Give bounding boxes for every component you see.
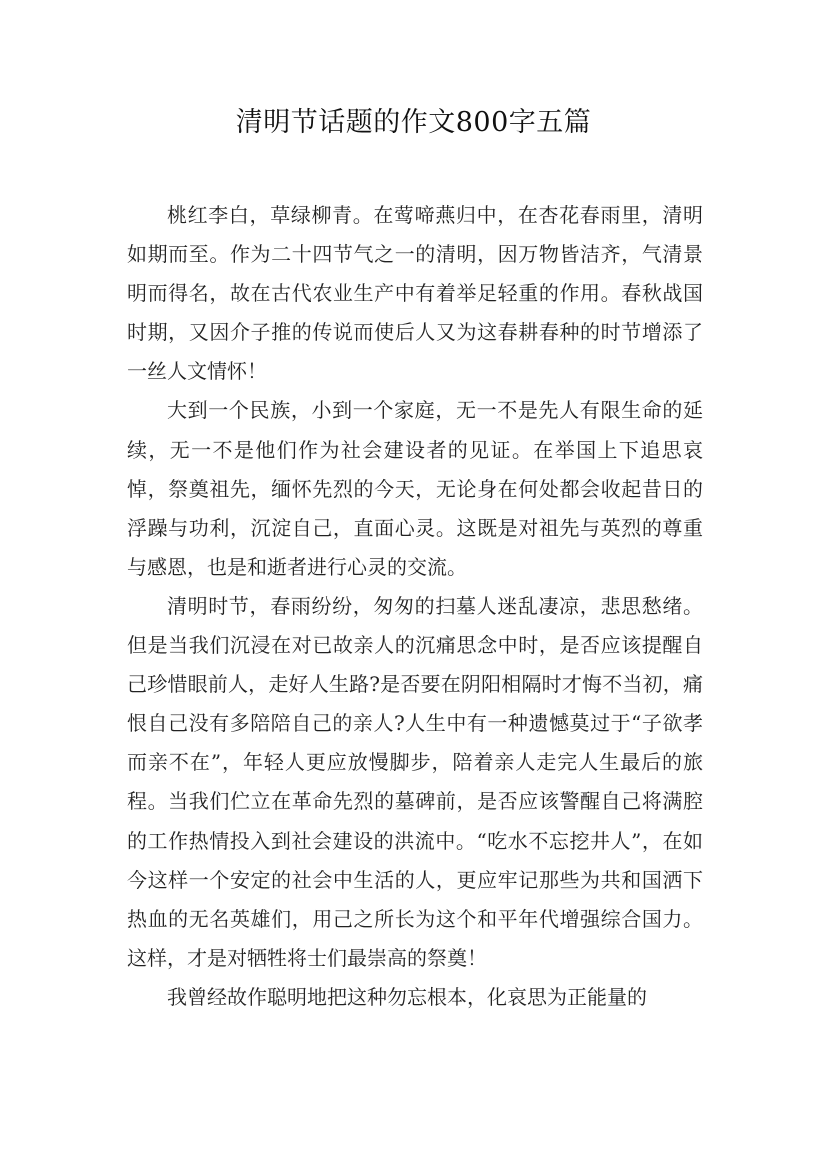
paragraph-1: 桃红李白，草绿柳青。在莺啼燕归中，在杏花春雨里，清明如期而至。作为二十四节气之一的清明，因万物皆洁齐，气清景明而得名，故在古代农业生产中有着举足轻重的作用。春秋战国时期，又因介子推的传说而使后人又为这春耕春种的时节增添了一丝人文情怀！ <box>127 203 703 384</box>
paragraph-4: 我曾经故作聪明地把这种勿忘根本，化哀思为正能量的 <box>167 984 647 1009</box>
paragraph-3: 清明时节，春雨纷纷，匆匆的扫墓人迷乱凄凉，悲思愁绪。但是当我们沉浸在对已故亲人的沉痛思念中时，是否应该提醒自己珍惜眼前人，走好人生路?是否要在阴阳相隔时才悔不当初，痛恨自己没有多陪陪自己的亲人?人生中有一种遗憾莫过于“子欲孝而亲不在”，年轻人更应放慢脚步，陪着亲人走完人生最后的旅程。当我们伫立在革命先烈的墓碑前，是否应该警醒自己将满腔的工作热情投入到社会建设的洪流中。“吃水不忘挖井人”，在如今这样一个安定的社会中生活的人，更应牢记那些为共和国洒下热血的无名英雄们，用己之所长为这个和平年代增强综合国力。这样，才是对牺牲将士们最崇高的祭奠！ <box>127 593 703 970</box>
document-body <box>127 196 703 1017</box>
paragraph-2: 大到一个民族，小到一个家庭，无一不是先人有限生命的延续，无一不是他们作为社会建设者的见证。在举国上下追思哀悼，祭奠祖先，缅怀先烈的今天，无论身在何处都会收起昔日的浮躁与功利，沉淀自己，直面心灵。这既是对祖先与英烈的尊重与感恩，也是和逝者进行心灵的交流。 <box>127 398 703 579</box>
document-title: 清明节话题的作文800字五篇 <box>235 107 592 138</box>
